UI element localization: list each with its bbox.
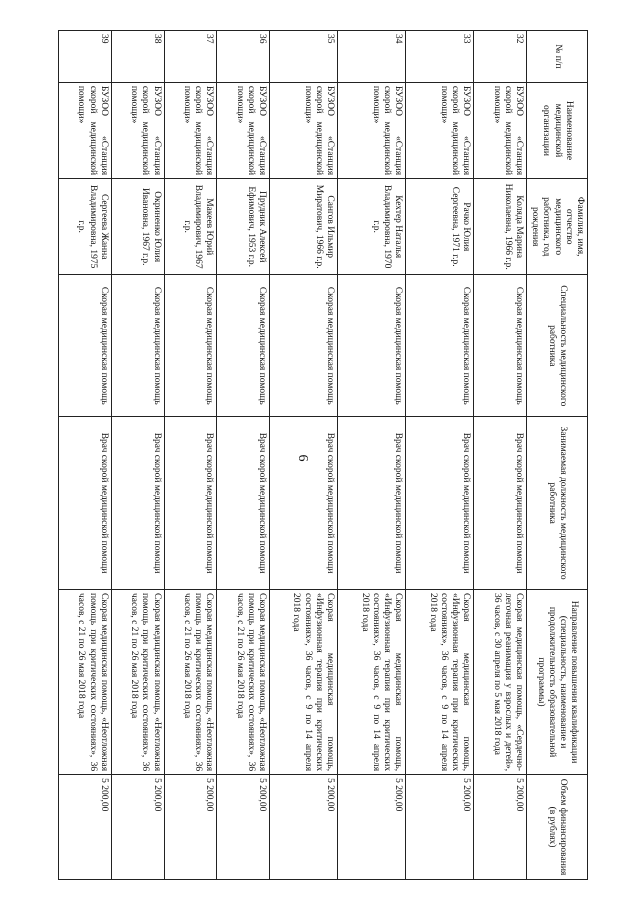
table-row (406, 31, 474, 880)
page-number: 6 (295, 454, 310, 462)
table-row (338, 31, 406, 880)
cell-position: Врач скорой медицинской помощи (406, 417, 474, 590)
table-holder (58, 30, 588, 880)
header-amount: Объем финансирования (в рублях) (526, 775, 587, 880)
cell-num: 38 (111, 31, 164, 83)
cell-position: Врач скорой медицинской помощи (111, 417, 164, 590)
cell-num: 39 (59, 31, 112, 83)
cell-org: БУЗОО «Станция скорой медицинской помощи» (406, 82, 474, 178)
cell-program: Скорая медицинская помощь, «Инфузионная терапия при критических состояниях», 36 часов, с 9 по 14 апреля 2018 года (338, 589, 406, 774)
cell-num: 37 (164, 31, 217, 83)
table-row (164, 31, 217, 880)
cell-org: БУЗОО «Станция скорой медицинской помощи» (164, 82, 217, 178)
cell-program: Скорая медицинская помощь, «Инфузионная терапия при критических состояниях», 36 часов, с 9 по 14 апреля 2018 года (270, 589, 338, 774)
cell-program: Скорая медицинская помощь, «Неотложная помощь при критических состояниях», 36 часов, с 21 по 26 мая 2018 года (164, 589, 217, 774)
cell-amount: 5 200,00 (338, 775, 406, 880)
table-row (270, 31, 338, 880)
header-program: Направление повышения квалификации (специальность, наименование и продолжительность образовательной программы) (526, 589, 587, 774)
cell-num: 34 (338, 31, 406, 83)
cell-position: Врач скорой медицинской помощи (59, 417, 112, 590)
cell-amount: 5 200,00 (270, 775, 338, 880)
cell-position: Врач скорой медицинской помощи (217, 417, 270, 590)
cell-position: Врач скорой медицинской помощи (338, 417, 406, 590)
cell-amount: 5 200,00 (111, 775, 164, 880)
cell-spec: Скорая медицинская помощь (474, 275, 527, 417)
table-row (111, 31, 164, 880)
cell-num: 33 (406, 31, 474, 83)
cell-name: Рачко Юлия Сергеевна, 1971 г.р. (406, 179, 474, 275)
cell-org: БУЗОО «Станция скорой медицинской помощи» (270, 82, 338, 178)
cell-spec: Скорая медицинская помощь (217, 275, 270, 417)
header-spec: Специальность медицинского работника (526, 275, 587, 417)
cell-amount: 5 200,00 (406, 775, 474, 880)
cell-position: Врач скорой медицинской помощи (270, 417, 338, 590)
cell-program: Скорая медицинская помощь, «Неотложная помощь при критических состояниях», 36 часов, с 21 по 26 мая 2018 года (217, 589, 270, 774)
cell-position: Врач скорой медицинской помощи (164, 417, 217, 590)
header-num: № п/п (526, 31, 587, 83)
cell-program: Скорая медицинская помощь, «Неотложная помощь при критических состояниях», 36 часов, с 21 по 26 мая 2018 года (111, 589, 164, 774)
cell-org: БУЗОО «Станция скорой медицинской помощи» (217, 82, 270, 178)
cell-num: 35 (270, 31, 338, 83)
cell-org: БУЗОО «Станция скорой медицинской помощи» (474, 82, 527, 178)
cell-name: Окриненко Юлия Ивановна, 1967 г.р. (111, 179, 164, 275)
cell-spec: Скорая медицинская помощь (111, 275, 164, 417)
cell-spec: Скорая медицинская помощь (338, 275, 406, 417)
cell-num: 36 (217, 31, 270, 83)
cell-amount: 5 200,00 (474, 775, 527, 880)
cell-num: 32 (474, 31, 527, 83)
cell-position: Врач скорой медицинской помощи (474, 417, 527, 590)
cell-program: Скорая медицинская помощь, «Неотложная помощь при критических состояниях», 36 часов, с 21 по 26 мая 2018 года (59, 589, 112, 774)
header-org: Наименование медицинской организации (526, 82, 587, 178)
cell-program: Скорая медицинская помощь, «Инфузионная терапия при критических состояниях», 36 часов, с 9 по 14 апреля 2018 года (406, 589, 474, 774)
cell-amount: 5 200,00 (164, 775, 217, 880)
financing-table (58, 30, 588, 880)
cell-org: БУЗОО «Станция скорой медицинской помощи» (59, 82, 112, 178)
cell-name: Коляда Марина Николаевна, 1966 г.р. (474, 179, 527, 275)
cell-name: Макеев Юрий Владимирович, 1967 г.р. (164, 179, 217, 275)
cell-spec: Скорая медицинская помощь (406, 275, 474, 417)
cell-spec: Скорая медицинская помощь (59, 275, 112, 417)
cell-program: Скорая медицинская помощь, «Сердечно-легочная реанимация у взрослых и детей», 36 часов, с 30 апреля по 5 мая 2018 года (474, 589, 527, 774)
header-row (526, 31, 587, 880)
table-row (59, 31, 112, 880)
header-name: Фамилия, имя, отчество медицинского работника, год рождения (526, 179, 587, 275)
table-row (474, 31, 527, 880)
cell-name: Сангов Ильмир Миратович, 1966 г.р. (270, 179, 338, 275)
cell-name: Сергеева Жанна Владимировна, 1975 г.р. (59, 179, 112, 275)
cell-name: Кехтер Наталья Владимировна, 1970 г.р. (338, 179, 406, 275)
rotated-table-area (58, 30, 588, 880)
table-row (217, 31, 270, 880)
cell-amount: 5 200,00 (59, 775, 112, 880)
cell-amount: 5 200,00 (217, 775, 270, 880)
cell-org: БУЗОО «Станция скорой медицинской помощи» (111, 82, 164, 178)
cell-org: БУЗОО «Станция скорой медицинской помощи» (338, 82, 406, 178)
cell-name: Прудник Алексей Ефимович, 1953 г.р. (217, 179, 270, 275)
cell-spec: Скорая медицинская помощь (270, 275, 338, 417)
header-position: Занимаемая должность медицинского работника (526, 417, 587, 590)
cell-spec: Скорая медицинская помощь (164, 275, 217, 417)
